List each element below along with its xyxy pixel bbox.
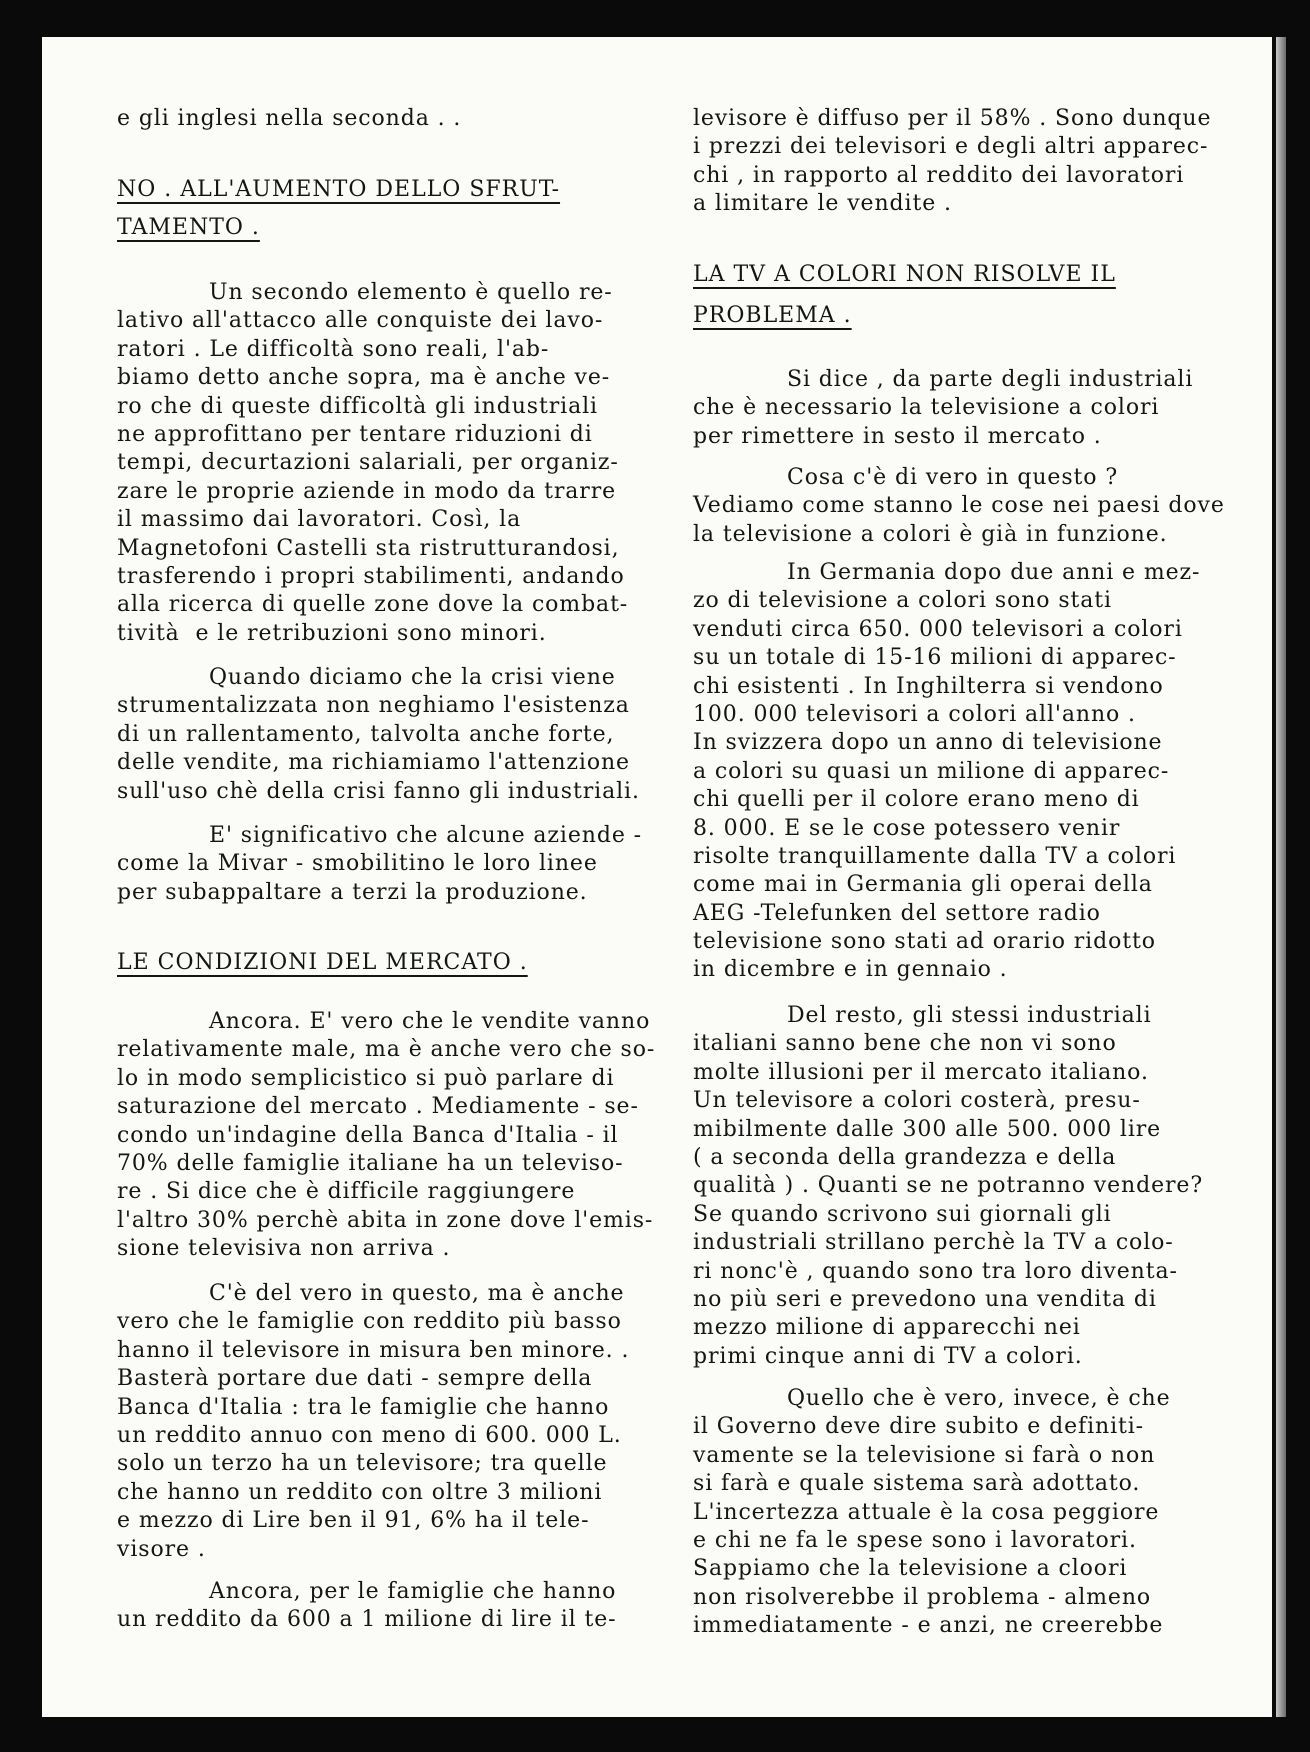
- text-line: biamo detto anche sopra, ma è anche ve-: [117, 365, 611, 391]
- text-line: ri nonc'è , quando sono tra loro diventa-: [693, 1258, 1178, 1284]
- text-line: 100. 000 televisori a colori all'anno .: [693, 701, 1136, 727]
- text-line: a limitare le vendite .: [693, 191, 952, 217]
- paragraph: [117, 822, 642, 907]
- paragraph: [117, 1008, 655, 1264]
- text-line: Quando diciamo che la crisi viene: [209, 665, 616, 690]
- text-line: il massimo dai lavoratori. Così, la: [117, 507, 522, 533]
- text-line: come la Mivar - smobilitino le loro linee: [117, 851, 598, 877]
- text-line: trasferendo i propri stabilimenti, andando: [117, 563, 625, 589]
- paragraph: [693, 105, 1211, 219]
- paragraph: [117, 664, 640, 806]
- text-line: vamente se la televisione si farà o non: [693, 1442, 1156, 1468]
- section-heading: [693, 254, 1116, 336]
- text-line: industriali strillano perchè la TV a colo-: [693, 1230, 1174, 1256]
- text-line: televisione sono stati ad orario ridotto: [693, 929, 1156, 955]
- text-line: ratori . Le difficoltà sono reali, l'ab-: [117, 336, 550, 362]
- text-line: 8. 000. E se le cose potessero venir: [693, 815, 1121, 841]
- text-line: Vediamo come stanno le cose nei paesi dove: [693, 493, 1225, 519]
- text-line: l'altro 30% perchè abita in zone dove l'emis-: [117, 1207, 654, 1233]
- text-line: chi quelli per il colore erano meno di: [693, 787, 1140, 813]
- text-line: Cosa c'è di vero in questo ?: [787, 465, 1119, 490]
- text-line: Banca d'Italia : tra le famiglie che hanno: [117, 1394, 610, 1420]
- text-line: zo di televisione a colori sono stati: [693, 588, 1112, 614]
- text-line: re . Si dice che è difficile raggiungere: [117, 1179, 576, 1205]
- text-line: hanno il televisore in misura ben minore. .: [117, 1337, 630, 1363]
- text-line: che è necessario la televisione a colori: [693, 395, 1160, 421]
- text-line: il Governo deve dire subito e definiti-: [693, 1414, 1145, 1440]
- text-line: Magnetofoni Castelli sta ristrutturandosi,: [117, 535, 620, 561]
- heading-line: LE CONDIZIONI DEL MERCATO .: [117, 950, 528, 975]
- text-line: mibilmente dalle 300 alle 500. 000 lire: [693, 1116, 1162, 1142]
- text-line: un reddito annuo con meno di 600. 000 L.: [117, 1422, 622, 1448]
- text-line: come mai in Germania gli operai della: [693, 872, 1153, 898]
- text-line: AEG -Telefunken del settore radio: [693, 900, 1101, 926]
- text-line: per subappaltare a terzi la produzione.: [117, 879, 588, 905]
- text-line: chi esistenti . In Inghilterra si vendono: [693, 673, 1164, 699]
- text-line: relativamente male, ma è anche vero che so-: [117, 1037, 656, 1063]
- text-line: visore .: [117, 1536, 206, 1562]
- paragraph: [693, 1002, 1203, 1371]
- paragraph: [117, 279, 628, 648]
- text-line: di un rallentamento, talvolta anche forte,: [117, 721, 615, 747]
- text-line: delle vendite, ma richiamiamo l'attenzione: [117, 750, 630, 776]
- heading-line: TAMENTO .: [117, 215, 260, 240]
- text-line: tività e le retribuzioni sono minori.: [117, 620, 547, 646]
- text-line: In svizzera dopo un anno di televisione: [693, 730, 1163, 756]
- text-line: i prezzi dei televisori e degli altri apparec-: [693, 134, 1209, 160]
- text-line: molte illusioni per il mercato italiano.: [693, 1059, 1149, 1085]
- heading-line: LA TV A COLORI NON RISOLVE IL: [693, 262, 1116, 287]
- text-line: alla ricerca di quelle zone dove la combat-: [117, 592, 629, 618]
- text-line: Sappiamo che la televisione a cloori: [693, 1556, 1128, 1582]
- paragraph: [117, 1280, 629, 1564]
- paragraph: [117, 1578, 617, 1635]
- text-line: Un televisore a colori costerà, presu-: [693, 1088, 1141, 1114]
- text-line: ro che di queste difficoltà gli industriali: [117, 393, 598, 419]
- text-line: Si dice , da parte degli industriali: [787, 367, 1194, 392]
- heading-line: PROBLEMA .: [693, 303, 852, 328]
- text-line: Se quando scrivono sui giornali gli: [693, 1201, 1112, 1227]
- paragraph: [693, 464, 1225, 549]
- text-line: saturazione del mercato . Mediamente - se-: [117, 1094, 639, 1120]
- text-line: Un secondo elemento è quello re-: [209, 280, 613, 305]
- text-line: lo in modo semplicistico si può parlare di: [117, 1065, 615, 1091]
- text-line: Basterà portare due dati - sempre della: [117, 1366, 593, 1392]
- text-line: e chi ne fa le spese sono i lavoratori.: [693, 1527, 1137, 1553]
- text-line: Del resto, gli stessi industriali: [787, 1003, 1152, 1028]
- text-line: per rimettere in sesto il mercato .: [693, 423, 1102, 449]
- text-line: Ancora. E' vero che le vendite vanno: [209, 1009, 651, 1034]
- text-line: non risolverebbe il problema - almeno: [693, 1584, 1152, 1610]
- text-line: su un totale di 15-16 milioni di apparec-: [693, 645, 1177, 671]
- paragraph: [693, 1385, 1171, 1641]
- paragraph: [693, 559, 1200, 985]
- text-line: primi cinque anni di TV a colori.: [693, 1343, 1083, 1369]
- page-edge: [1276, 37, 1286, 1717]
- text-line: la televisione a colori è già in funzione.: [693, 521, 1168, 547]
- text-line: e mezzo di Lire ben il 91, 6% ha il tele-: [117, 1508, 590, 1534]
- text-line: venduti circa 650. 000 televisori a colori: [693, 616, 1183, 642]
- text-line: ( a seconda della grandezza e della: [693, 1144, 1117, 1170]
- text-line: immediatamente - e anzi, ne creerebbe: [693, 1613, 1164, 1639]
- text-line: L'incertezza attuale è la cosa peggiore: [693, 1499, 1160, 1525]
- text-line: e gli inglesi nella seconda . .: [117, 106, 462, 131]
- text-line: ne approfittano per tentare riduzioni di: [117, 421, 593, 447]
- paragraph: [693, 366, 1193, 451]
- text-line: C'è del vero in questo, ma è anche: [209, 1281, 625, 1306]
- text-line: Ancora, per le famiglie che hanno: [209, 1579, 617, 1604]
- text-line: solo un terzo ha un televisore; tra quelle: [117, 1451, 608, 1477]
- text-line: In Germania dopo due anni e mez-: [787, 560, 1201, 585]
- text-line: tempi, decurtazioni salariali, per organiz-: [117, 450, 619, 476]
- text-line: levisore è diffuso per il 58% . Sono dunque: [693, 106, 1212, 131]
- text-line: lativo all'attacco alle conquiste dei lavo-: [117, 308, 604, 334]
- text-line: E' significativo che alcune aziende -: [209, 823, 642, 848]
- text-line: condo un'indagine della Banca d'Italia - il: [117, 1122, 619, 1148]
- text-line: risolte tranquillamente dalla TV a colori: [693, 843, 1177, 869]
- text-line: 70% delle famiglie italiane ha un televiso-: [117, 1150, 624, 1176]
- text-line: sull'uso chè della crisi fanno gli industriali.: [117, 778, 640, 804]
- section-heading: [117, 171, 560, 247]
- text-line: qualità ) . Quanti se ne potranno vendere?: [693, 1173, 1204, 1199]
- heading-line: NO . ALL'AUMENTO DELLO SFRUT-: [117, 177, 561, 202]
- text-line: si farà e quale sistema sarà adottato.: [693, 1471, 1141, 1497]
- text-line: Quello che è vero, invece, è che: [787, 1386, 1171, 1411]
- text-line: mezzo milione di apparecchi nei: [693, 1315, 1081, 1341]
- text-line: italiani sanno bene che non vi sono: [693, 1031, 1117, 1057]
- text-line: vero che le famiglie con reddito più basso: [117, 1309, 622, 1335]
- text-line: strumentalizzata non neghiamo l'esistenza: [117, 693, 630, 719]
- text-line: a colori su quasi un milione di apparec-: [693, 758, 1170, 784]
- text-line: no più seri e prevedono una vendita di: [693, 1286, 1157, 1312]
- text-line: che hanno un reddito con oltre 3 milioni: [117, 1479, 603, 1505]
- text-line: chi , in rapporto al reddito dei lavoratori: [693, 162, 1185, 188]
- section-heading: [117, 944, 528, 982]
- text-line: in dicembre e in gennaio .: [693, 957, 1008, 983]
- text-line: zare le proprie aziende in modo da trarre: [117, 478, 617, 504]
- text-line: sione televisiva non arriva .: [117, 1236, 451, 1262]
- paragraph: [117, 105, 461, 133]
- text-line: un reddito da 600 a 1 milione di lire il te-: [117, 1607, 617, 1633]
